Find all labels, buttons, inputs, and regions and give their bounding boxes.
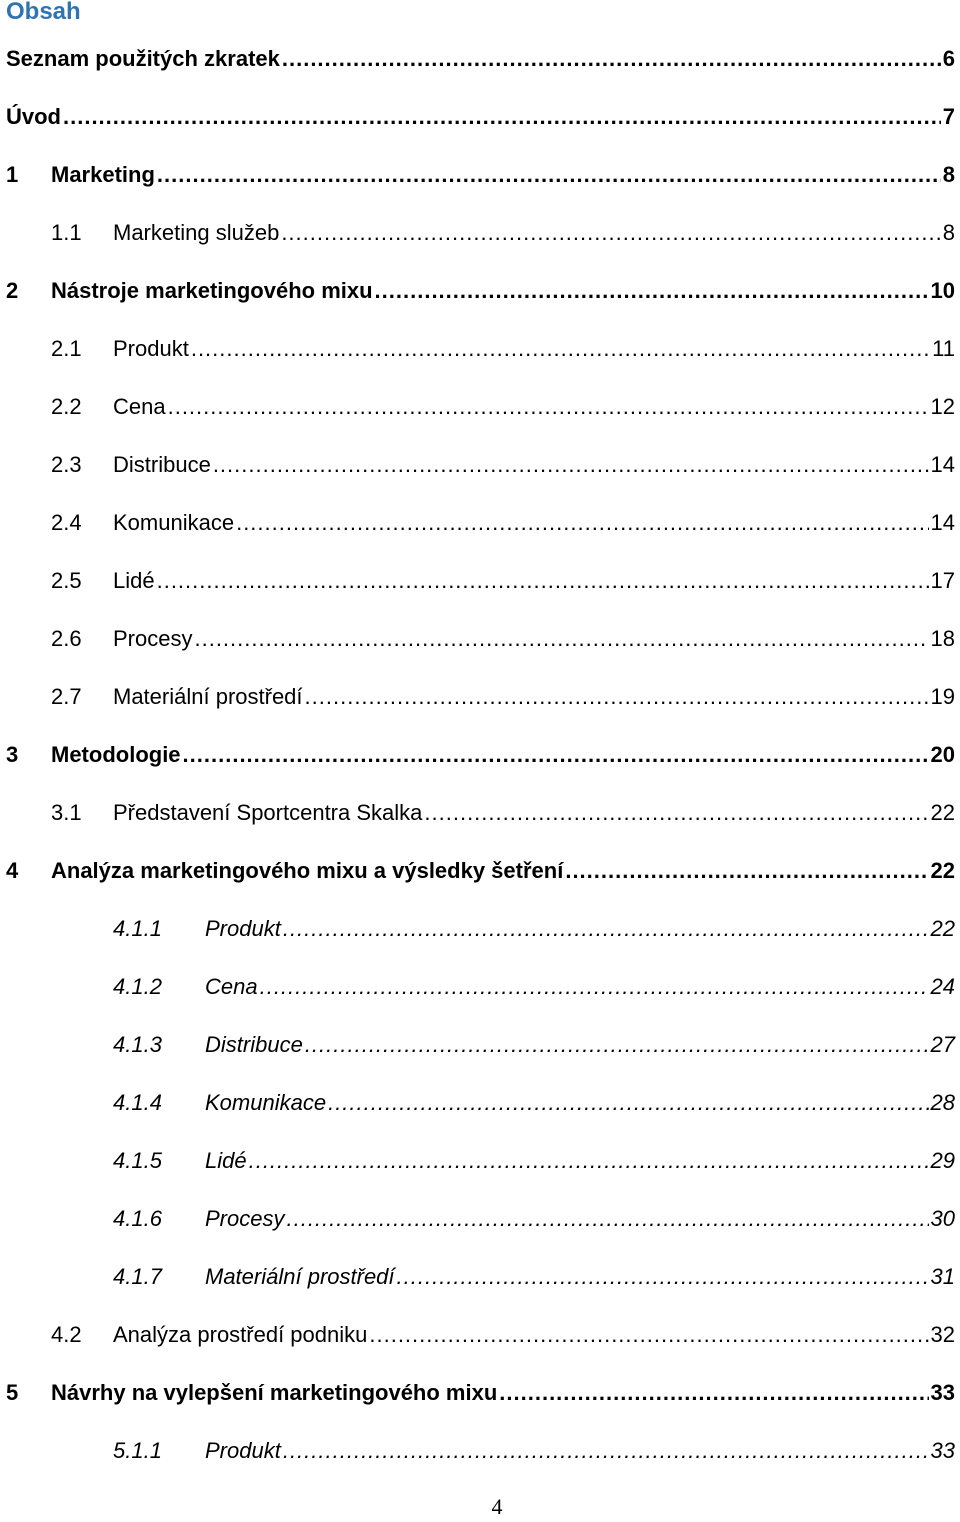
toc-entry-number: 2.3 (51, 452, 82, 477)
toc-entry[interactable] (6, 1378, 955, 1408)
toc-entry-title: Procesy (205, 1206, 285, 1231)
toc-entry-title: Komunikace (113, 510, 235, 535)
toc-entry[interactable] (113, 1436, 955, 1466)
toc-entry-page: 30 (930, 1206, 955, 1231)
toc-entry-number: 2.6 (51, 626, 82, 651)
toc-entry-page: 6 (942, 46, 955, 71)
toc-dot-leader (283, 914, 929, 944)
toc-dot-leader (236, 508, 928, 538)
toc-entry-page: 24 (930, 974, 955, 999)
toc-entry-title: Lidé (113, 568, 155, 593)
toc-entry-title: Produkt (113, 336, 189, 361)
toc-entry-number: 3.1 (51, 800, 82, 825)
toc-entry-number: 4.1.4 (113, 1090, 162, 1115)
toc-entry-page: 12 (930, 394, 955, 419)
toc-entry-title: Distribuce (113, 452, 211, 477)
toc-entry-title: Cena (113, 394, 166, 419)
toc-entry[interactable] (6, 276, 955, 306)
toc-dot-leader (157, 566, 929, 596)
toc-entry-title: Komunikace (205, 1090, 327, 1115)
toc-entry[interactable] (6, 160, 955, 190)
toc-entry-page: 33 (930, 1380, 955, 1405)
toc-entry-page: 14 (930, 452, 955, 477)
toc-entry-number: 1.1 (51, 220, 82, 245)
toc-entry-number: 2.2 (51, 394, 82, 419)
toc-entry[interactable] (51, 334, 955, 364)
toc-entry-page: 8 (942, 220, 955, 245)
toc-dot-leader (283, 1436, 929, 1466)
toc-dot-leader (499, 1378, 928, 1408)
toc-entry-title: Procesy (113, 626, 193, 651)
toc-entry-number: 2 (6, 278, 19, 303)
toc-entry[interactable] (51, 218, 955, 248)
toc-entry-title: Marketing služeb (113, 220, 280, 245)
toc-entry[interactable] (51, 682, 955, 712)
toc-entry-page: 14 (930, 510, 955, 535)
toc-entry-title: Analýza marketingového mixu a výsledky šetření (51, 858, 564, 883)
toc-entry[interactable] (113, 914, 955, 944)
toc-entry-number: 2.5 (51, 568, 82, 593)
toc-entry-number: 4.1.6 (113, 1206, 162, 1231)
toc-entry-number: 4.1.1 (113, 916, 162, 941)
toc-entry-number: 2.7 (51, 684, 82, 709)
toc-entry-title: Nástroje marketingového mixu (51, 278, 373, 303)
toc-entry[interactable] (6, 44, 955, 74)
toc-entry[interactable] (51, 624, 955, 654)
toc-entry-title: Materiální prostředí (113, 684, 303, 709)
toc-dot-leader (281, 218, 940, 248)
toc-dot-leader (183, 740, 929, 770)
toc-dot-leader (305, 1030, 929, 1060)
toc-entry-number: 3 (6, 742, 19, 767)
toc-dot-leader (168, 392, 929, 422)
toc-entry-number: 5 (6, 1380, 19, 1405)
toc-dot-leader (157, 160, 941, 190)
toc-entry-page: 19 (930, 684, 955, 709)
toc-dot-leader (375, 276, 929, 306)
toc-entry-title: Produkt (205, 1438, 281, 1463)
toc-entry-title: Úvod (6, 104, 61, 129)
toc-entry-page: 22 (930, 916, 955, 941)
toc-entry[interactable] (51, 1320, 955, 1350)
page-number: 4 (491, 1494, 503, 1519)
toc-entry-title: Materiální prostředí (205, 1264, 395, 1289)
toc-entry-number: 4.2 (51, 1322, 82, 1347)
toc-dot-leader (565, 856, 928, 886)
toc-entry[interactable] (6, 102, 955, 132)
toc-entry[interactable] (113, 1146, 955, 1176)
toc-dot-leader (213, 450, 929, 480)
toc-entry-number: 4.1.2 (113, 974, 162, 999)
toc-dot-leader (369, 1320, 928, 1350)
toc-entry[interactable] (51, 566, 955, 596)
toc-entry[interactable] (113, 1262, 955, 1292)
toc-entry[interactable] (113, 1030, 955, 1060)
toc-entry[interactable] (113, 1204, 955, 1234)
toc-dot-leader (63, 102, 941, 132)
toc-entry-page: 8 (942, 162, 955, 187)
toc-entry-number: 4.1.3 (113, 1032, 162, 1057)
toc-dot-leader (305, 682, 929, 712)
toc-dot-leader (194, 624, 928, 654)
toc-entry-page: 31 (930, 1264, 955, 1289)
toc-entry-number: 5.1.1 (113, 1438, 162, 1463)
toc-dot-leader (328, 1088, 928, 1118)
toc-entry-title: Metodologie (51, 742, 181, 767)
toc-entry-title: Návrhy na vylepšení marketingového mixu (51, 1380, 498, 1405)
toc-entry-page: 10 (930, 278, 955, 303)
toc-entry-number: 2.4 (51, 510, 82, 535)
toc-entry[interactable] (51, 508, 955, 538)
toc-dot-leader (260, 972, 929, 1002)
toc-entry[interactable] (51, 392, 955, 422)
toc-entry[interactable] (113, 1088, 955, 1118)
toc-dot-leader (286, 1204, 928, 1234)
toc-entry-number: 4.1.5 (113, 1148, 162, 1173)
toc-entry-number: 2.1 (51, 336, 82, 361)
toc-entry-title: Produkt (205, 916, 281, 941)
toc-heading: Obsah (6, 0, 81, 25)
toc-entry[interactable] (6, 740, 955, 770)
toc-entry-page: 28 (930, 1090, 955, 1115)
toc-entry-page: 20 (930, 742, 955, 767)
toc-entry-number: 1 (6, 162, 19, 187)
toc-entry-page: 7 (942, 104, 955, 129)
toc-entry-page: 18 (930, 626, 955, 651)
toc-entry-page: 22 (930, 800, 955, 825)
toc-entry[interactable] (6, 856, 955, 886)
toc-dot-leader (397, 1262, 929, 1292)
toc-entry-title: Marketing (51, 162, 155, 187)
toc-dot-leader (191, 334, 930, 364)
toc-entry-title: Analýza prostředí podniku (113, 1322, 368, 1347)
toc-entry-number: 4 (6, 858, 19, 883)
toc-entry[interactable] (113, 972, 955, 1002)
toc-entry-page: 22 (930, 858, 955, 883)
toc-dot-leader (424, 798, 928, 828)
toc-entry-page: 33 (930, 1438, 955, 1463)
toc-entry-page: 11 (932, 336, 955, 361)
toc-entry-title: Seznam použitých zkratek (6, 46, 280, 71)
toc-entry-page: 27 (930, 1032, 955, 1057)
toc-entry-title: Distribuce (205, 1032, 303, 1057)
toc-entry-page: 29 (930, 1148, 955, 1173)
toc-entry-title: Lidé (205, 1148, 247, 1173)
toc-entry-number: 4.1.7 (113, 1264, 162, 1289)
toc-dot-leader (249, 1146, 929, 1176)
toc-entry-page: 32 (930, 1322, 955, 1347)
toc-entry-title: Představení Sportcentra Skalka (113, 800, 423, 825)
toc-dot-leader (282, 44, 941, 74)
toc-entry[interactable] (51, 798, 955, 828)
toc-entry-title: Cena (205, 974, 258, 999)
toc-entry[interactable] (51, 450, 955, 480)
toc-entry-page: 17 (930, 568, 955, 593)
